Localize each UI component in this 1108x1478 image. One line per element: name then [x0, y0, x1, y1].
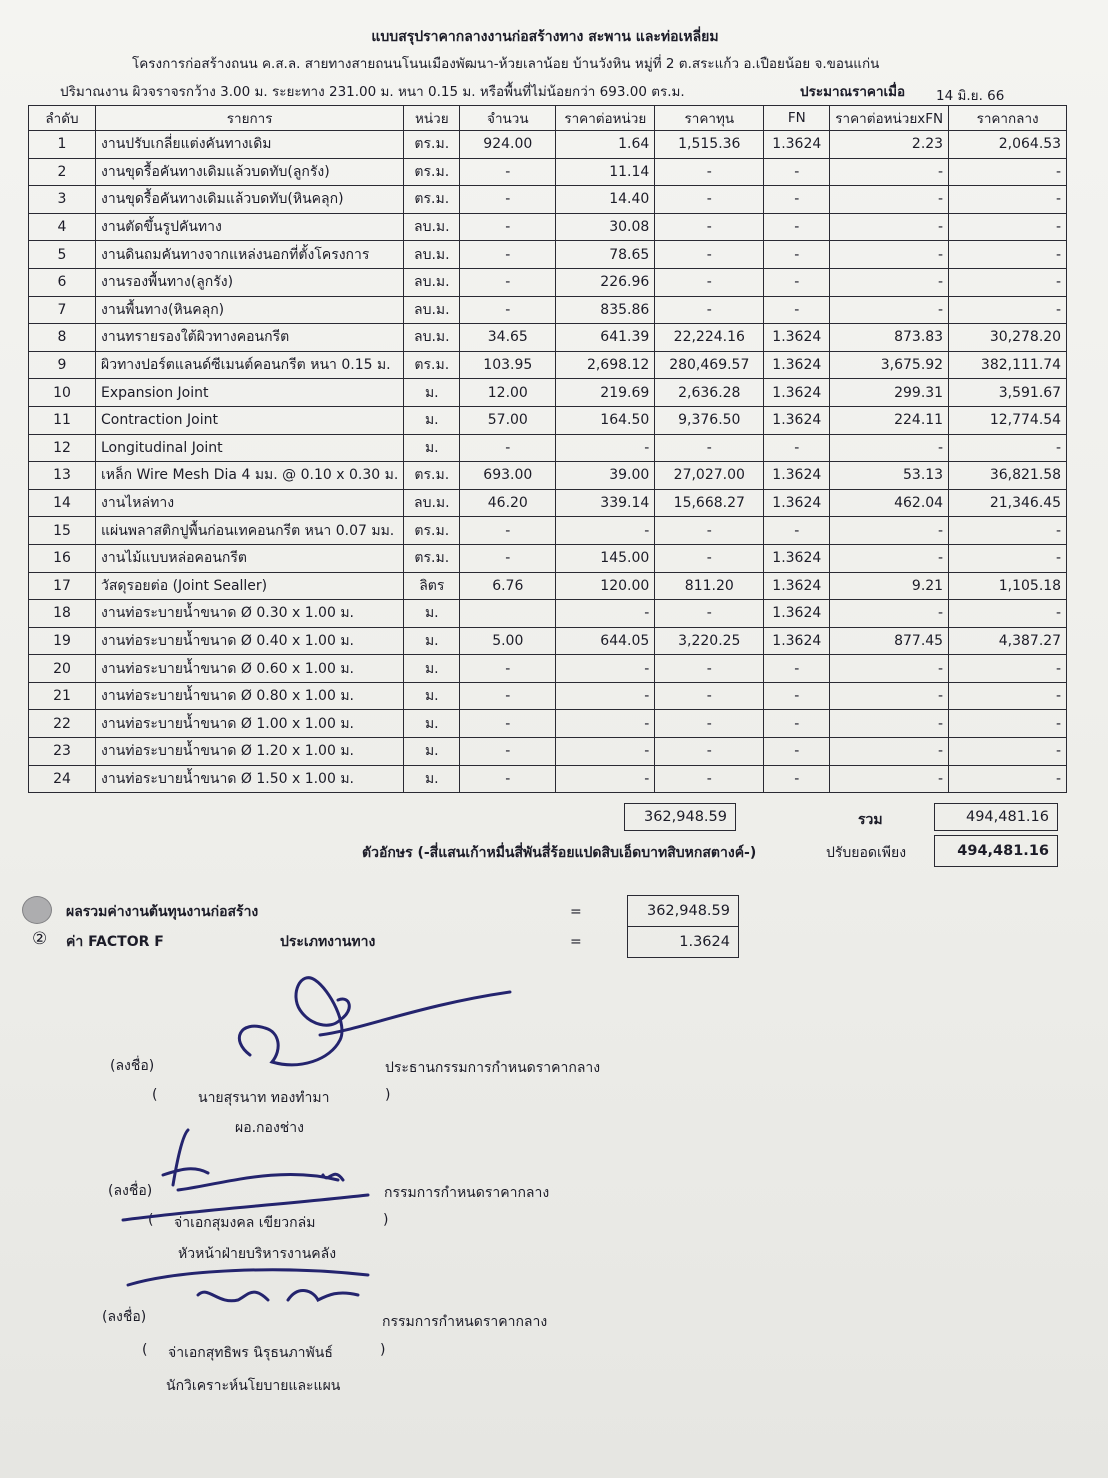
row-item: งานท่อระบายน้ำขนาด Ø 0.80 x 1.00 ม. — [96, 682, 404, 710]
row-mid-price: - — [949, 682, 1067, 710]
quantity-line: ปริมาณงาน ผิวจราจรกว้าง 3.00 ม. ระยะทาง 231.00 ม. หนา 0.15 ม. หรือพื้นที่ไม่น้อยกว่า 693.00 ตร.ม. — [60, 84, 685, 100]
row-mid-price: 3,591.67 — [949, 379, 1067, 407]
row-number: 20 — [29, 655, 96, 683]
sign-name-3: จ่าเอกสุทธิพร นิรุธนภาพันธ์ — [168, 1345, 333, 1361]
table-row — [29, 268, 1067, 296]
row-item: งานท่อระบายน้ำขนาด Ø 0.40 x 1.00 ม. — [96, 627, 404, 655]
row-item: งานท่อระบายน้ำขนาด Ø 0.60 x 1.00 ม. — [96, 655, 404, 683]
summary-line2-type: ประเภทงานทาง — [280, 934, 376, 950]
row-unit-fn: - — [830, 517, 949, 545]
mid-total-box: 494,481.16 — [934, 803, 1058, 831]
row-unit: ลบ.ม. — [404, 296, 460, 324]
table-row — [29, 765, 1067, 793]
project-line: โครงการก่อสร้างถนน ค.ส.ล. สายทางสายถนนโนนเมืองพัฒนา-ห้วยเลาน้อย บ้านวังหิน หมู่ที่ 2 ต.สระแก้ว อ.เปือยน้อย จ.ขอนแก่น — [132, 56, 880, 72]
table-row — [29, 434, 1067, 462]
table-row — [29, 572, 1067, 600]
row-item: งานท่อระบายน้ำขนาด Ø 1.20 x 1.00 ม. — [96, 738, 404, 766]
row-number: 18 — [29, 600, 96, 628]
row-unit: ม. — [404, 379, 460, 407]
row-mid-price: 36,821.58 — [949, 462, 1067, 490]
signature-scribble-3 — [118, 1255, 398, 1335]
row-fn: 1.3624 — [764, 572, 830, 600]
row-unit-price: 835.86 — [556, 296, 655, 324]
row-item: งานปรับเกลี่ยแต่งคันทางเดิม — [96, 131, 404, 159]
table-row — [29, 517, 1067, 545]
row-fn: 1.3624 — [764, 462, 830, 490]
row-cost: 27,027.00 — [655, 462, 764, 490]
row-unit-price: 2,698.12 — [556, 351, 655, 379]
row-unit-fn: - — [830, 434, 949, 462]
row-number: 9 — [29, 351, 96, 379]
row-unit-fn: - — [830, 241, 949, 269]
row-unit-price: - — [556, 655, 655, 683]
row-cost: 2,636.28 — [655, 379, 764, 407]
row-unit-fn: 462.04 — [830, 489, 949, 517]
table-row — [29, 738, 1067, 766]
paren-open-2: ( — [148, 1212, 154, 1228]
row-mid-price: 30,278.20 — [949, 324, 1067, 352]
row-item: Longitudinal Joint — [96, 434, 404, 462]
rounded-total-box: 494,481.16 — [934, 835, 1058, 867]
row-mid-price: - — [949, 517, 1067, 545]
row-item: เหล็ก Wire Mesh Dia 4 มม. @ 0.10 x 0.30 ม. — [96, 462, 404, 490]
table-row — [29, 489, 1067, 517]
row-number: 11 — [29, 406, 96, 434]
row-unit-price: 644.05 — [556, 627, 655, 655]
row-quantity: - — [460, 213, 556, 241]
row-mid-price: - — [949, 600, 1067, 628]
row-mid-price: - — [949, 738, 1067, 766]
row-unit-price: 164.50 — [556, 406, 655, 434]
row-item: งานพื้นทาง(หินคลุก) — [96, 296, 404, 324]
row-quantity: - — [460, 186, 556, 214]
row-fn: - — [764, 655, 830, 683]
row-number: 24 — [29, 765, 96, 793]
row-item: งานท่อระบายน้ำขนาด Ø 1.50 x 1.00 ม. — [96, 765, 404, 793]
row-unit: ม. — [404, 600, 460, 628]
sign-role-3: กรรมการกำหนดราคากลาง — [382, 1314, 548, 1330]
row-quantity: - — [460, 765, 556, 793]
row-unit-fn: - — [830, 710, 949, 738]
row-cost: 9,376.50 — [655, 406, 764, 434]
row-fn: - — [764, 241, 830, 269]
sign-position-2: หัวหน้าฝ่ายบริหารงานคลัง — [178, 1246, 337, 1262]
total-in-words: ตัวอักษร (-สี่แสนเก้าหมื่นสี่พันสี่ร้อยแปดสิบเอ็ดบาทสิบหกสตางค์-) — [362, 845, 757, 861]
row-cost: 22,224.16 — [655, 324, 764, 352]
col-header-item: รายการ — [96, 106, 404, 131]
row-fn: 1.3624 — [764, 351, 830, 379]
row-quantity: 12.00 — [460, 379, 556, 407]
row-number: 16 — [29, 544, 96, 572]
document-title: แบบสรุปราคากลางงานก่อสร้างทาง สะพาน และท่อเหลี่ยม — [371, 29, 719, 45]
row-item: งานดินถมคันทางจากแหล่งนอกที่ตั้งโครงการ — [96, 241, 404, 269]
sign-role-1: ประธานกรรมการกำหนดราคากลาง — [385, 1060, 601, 1076]
row-unit: ม. — [404, 710, 460, 738]
row-unit: ม. — [404, 682, 460, 710]
row-item: Expansion Joint — [96, 379, 404, 407]
row-item: ผิวทางปอร์ตแลนด์ซีเมนต์คอนกรีต หนา 0.15 ม. — [96, 351, 404, 379]
row-unit: ม. — [404, 434, 460, 462]
circle-marker-two: ② — [32, 929, 48, 949]
row-fn: - — [764, 158, 830, 186]
row-unit: ลบ.ม. — [404, 489, 460, 517]
row-number: 4 — [29, 213, 96, 241]
estimate-date-value: 14 มิ.ย. 66 — [936, 88, 1005, 104]
row-item: งานขุดรื้อคันทางเดิมแล้วบดทับ(ลูกรัง) — [96, 158, 404, 186]
row-cost: 811.20 — [655, 572, 764, 600]
row-fn: 1.3624 — [764, 544, 830, 572]
row-unit-price: - — [556, 738, 655, 766]
row-item: แผ่นพลาสติกปูพื้นก่อนเทคอนกรีต หนา 0.07 มม. — [96, 517, 404, 545]
summary-line2-value: 1.3624 — [627, 926, 739, 958]
row-unit-price: 39.00 — [556, 462, 655, 490]
table-row — [29, 296, 1067, 324]
col-header-mid-price: ราคากลาง — [949, 106, 1067, 131]
row-cost: 15,668.27 — [655, 489, 764, 517]
cost-total-box: 362,948.59 — [624, 803, 736, 831]
row-fn: - — [764, 517, 830, 545]
row-mid-price: - — [949, 213, 1067, 241]
row-unit-fn: 2.23 — [830, 131, 949, 159]
row-mid-price: - — [949, 434, 1067, 462]
row-number: 2 — [29, 158, 96, 186]
row-unit-fn: 3,675.92 — [830, 351, 949, 379]
row-fn: 1.3624 — [764, 406, 830, 434]
row-unit-price: 120.00 — [556, 572, 655, 600]
row-mid-price: - — [949, 241, 1067, 269]
row-fn: 1.3624 — [764, 131, 830, 159]
paren-close-3: ) — [380, 1342, 386, 1358]
row-fn: - — [764, 268, 830, 296]
row-unit-price: 14.40 — [556, 186, 655, 214]
row-quantity: 34.65 — [460, 324, 556, 352]
row-quantity: 693.00 — [460, 462, 556, 490]
row-unit-price: 641.39 — [556, 324, 655, 352]
row-quantity: 103.95 — [460, 351, 556, 379]
estimate-date-label: ประมาณราคาเมื่อ — [800, 84, 906, 100]
sign-position-1: ผอ.กองช่าง — [235, 1120, 304, 1136]
row-unit-price: 219.69 — [556, 379, 655, 407]
row-cost: - — [655, 158, 764, 186]
row-cost: - — [655, 241, 764, 269]
summary-line1-label: ผลรวมค่างานต้นทุนงานก่อสร้าง — [66, 904, 259, 920]
row-mid-price: - — [949, 765, 1067, 793]
row-number: 22 — [29, 710, 96, 738]
row-mid-price: - — [949, 296, 1067, 324]
summary-line1-equals: = — [570, 904, 582, 920]
row-mid-price: - — [949, 268, 1067, 296]
row-item: งานทรายรองใต้ผิวทางคอนกรีต — [96, 324, 404, 352]
row-unit-fn: 9.21 — [830, 572, 949, 600]
row-fn: 1.3624 — [764, 600, 830, 628]
row-fn: 1.3624 — [764, 379, 830, 407]
row-unit: ตร.ม. — [404, 544, 460, 572]
row-unit-fn: - — [830, 213, 949, 241]
row-unit-price: 145.00 — [556, 544, 655, 572]
row-quantity: 5.00 — [460, 627, 556, 655]
table-row — [29, 131, 1067, 159]
row-unit-price: 30.08 — [556, 213, 655, 241]
row-unit-price: 339.14 — [556, 489, 655, 517]
row-cost: - — [655, 213, 764, 241]
row-quantity: - — [460, 710, 556, 738]
table-row — [29, 158, 1067, 186]
row-number: 1 — [29, 131, 96, 159]
row-item: งานรองพื้นทาง(ลูกรัง) — [96, 268, 404, 296]
row-unit-price: 1.64 — [556, 131, 655, 159]
row-unit: ลิตร — [404, 572, 460, 600]
row-unit: ลบ.ม. — [404, 268, 460, 296]
row-cost: - — [655, 544, 764, 572]
row-mid-price: 2,064.53 — [949, 131, 1067, 159]
row-unit-fn: - — [830, 765, 949, 793]
row-quantity: - — [460, 655, 556, 683]
row-item: งานท่อระบายน้ำขนาด Ø 0.30 x 1.00 ม. — [96, 600, 404, 628]
row-unit-price: - — [556, 765, 655, 793]
row-cost: - — [655, 186, 764, 214]
paren-open-1: ( — [152, 1087, 158, 1103]
row-cost: 1,515.36 — [655, 131, 764, 159]
row-unit-fn: - — [830, 655, 949, 683]
row-mid-price: - — [949, 186, 1067, 214]
row-unit: ลบ.ม. — [404, 241, 460, 269]
row-mid-price: - — [949, 544, 1067, 572]
row-cost: - — [655, 682, 764, 710]
row-cost: - — [655, 296, 764, 324]
row-unit: ม. — [404, 765, 460, 793]
table-row — [29, 406, 1067, 434]
row-number: 15 — [29, 517, 96, 545]
row-unit-fn: - — [830, 296, 949, 324]
row-number: 21 — [29, 682, 96, 710]
circle-marker-one — [22, 896, 52, 924]
table-row — [29, 600, 1067, 628]
row-quantity: 6.76 — [460, 572, 556, 600]
row-number: 8 — [29, 324, 96, 352]
row-number: 13 — [29, 462, 96, 490]
sign-label-2: (ลงชื่อ) — [108, 1183, 153, 1199]
paren-close-2: ) — [383, 1212, 389, 1228]
row-unit: ตร.ม. — [404, 158, 460, 186]
row-item: งานขุดรื้อคันทางเดิมแล้วบดทับ(หินคลุก) — [96, 186, 404, 214]
row-number: 7 — [29, 296, 96, 324]
row-unit: ลบ.ม. — [404, 324, 460, 352]
row-mid-price: 21,346.45 — [949, 489, 1067, 517]
paren-close-1: ) — [385, 1087, 391, 1103]
col-header-unit: หน่วย — [404, 106, 460, 131]
row-number: 3 — [29, 186, 96, 214]
table-row — [29, 544, 1067, 572]
row-number: 14 — [29, 489, 96, 517]
row-number: 12 — [29, 434, 96, 462]
table-row — [29, 213, 1067, 241]
table-row — [29, 324, 1067, 352]
row-unit-price: - — [556, 710, 655, 738]
row-unit-fn: - — [830, 158, 949, 186]
row-number: 5 — [29, 241, 96, 269]
row-mid-price: - — [949, 158, 1067, 186]
row-mid-price: 4,387.27 — [949, 627, 1067, 655]
table-header-row — [29, 106, 1067, 131]
row-unit-fn: - — [830, 600, 949, 628]
row-cost: 280,469.57 — [655, 351, 764, 379]
row-quantity: - — [460, 682, 556, 710]
row-quantity: 46.20 — [460, 489, 556, 517]
row-cost: 3,220.25 — [655, 627, 764, 655]
row-unit-price: - — [556, 517, 655, 545]
table-row — [29, 462, 1067, 490]
row-unit-price: - — [556, 600, 655, 628]
rounded-label: ปรับยอดเพียง — [826, 845, 907, 861]
row-unit: ตร.ม. — [404, 131, 460, 159]
summary-line2-equals: = — [570, 934, 582, 950]
table-row — [29, 710, 1067, 738]
row-unit-fn: - — [830, 682, 949, 710]
row-unit: ตร.ม. — [404, 186, 460, 214]
row-unit: ม. — [404, 738, 460, 766]
row-cost: - — [655, 434, 764, 462]
row-unit-price: 78.65 — [556, 241, 655, 269]
row-unit-fn: 877.45 — [830, 627, 949, 655]
sign-name-1: นายสุรนาท ทองทำมา — [198, 1090, 330, 1106]
col-header-cost: ราคาทุน — [655, 106, 764, 131]
row-fn: - — [764, 682, 830, 710]
row-unit-fn: 299.31 — [830, 379, 949, 407]
row-fn: - — [764, 710, 830, 738]
col-header-unit-fn: ราคาต่อหน่วยxFN — [830, 106, 949, 131]
row-quantity: - — [460, 241, 556, 269]
row-cost: - — [655, 600, 764, 628]
row-number: 19 — [29, 627, 96, 655]
row-unit-price: 11.14 — [556, 158, 655, 186]
row-quantity: - — [460, 158, 556, 186]
row-quantity: - — [460, 517, 556, 545]
row-item: งานท่อระบายน้ำขนาด Ø 1.00 x 1.00 ม. — [96, 710, 404, 738]
row-mid-price: - — [949, 710, 1067, 738]
sign-name-2: จ่าเอกสุมงคล เขียวกล่ม — [174, 1215, 316, 1231]
row-item: งานไหล่ทาง — [96, 489, 404, 517]
row-quantity: - — [460, 296, 556, 324]
table-row — [29, 379, 1067, 407]
row-unit-fn: - — [830, 268, 949, 296]
row-fn: - — [764, 213, 830, 241]
table-row — [29, 655, 1067, 683]
row-cost: - — [655, 268, 764, 296]
row-unit: ลบ.ม. — [404, 213, 460, 241]
row-number: 17 — [29, 572, 96, 600]
row-mid-price: - — [949, 655, 1067, 683]
row-unit: ตร.ม. — [404, 462, 460, 490]
row-item: งานตัดขึ้นรูปคันทาง — [96, 213, 404, 241]
row-unit: ม. — [404, 655, 460, 683]
row-mid-price: 12,774.54 — [949, 406, 1067, 434]
row-unit-price: 226.96 — [556, 268, 655, 296]
table-row — [29, 682, 1067, 710]
row-fn: 1.3624 — [764, 489, 830, 517]
sign-role-2: กรรมการกำหนดราคากลาง — [384, 1185, 550, 1201]
row-unit-price: - — [556, 434, 655, 462]
row-quantity: - — [460, 434, 556, 462]
row-unit-fn: 873.83 — [830, 324, 949, 352]
row-quantity: - — [460, 268, 556, 296]
table-row — [29, 241, 1067, 269]
row-fn: - — [764, 434, 830, 462]
row-unit: ตร.ม. — [404, 517, 460, 545]
row-fn: 1.3624 — [764, 627, 830, 655]
row-number: 6 — [29, 268, 96, 296]
row-number: 23 — [29, 738, 96, 766]
row-mid-price: 1,105.18 — [949, 572, 1067, 600]
table-row — [29, 627, 1067, 655]
sign-label-1: (ลงชื่อ) — [110, 1058, 155, 1074]
row-quantity: 57.00 — [460, 406, 556, 434]
row-fn: - — [764, 738, 830, 766]
row-unit: ตร.ม. — [404, 351, 460, 379]
row-fn: - — [764, 186, 830, 214]
sign-label-3: (ลงชื่อ) — [102, 1309, 147, 1325]
row-quantity — [460, 600, 556, 628]
row-quantity: - — [460, 544, 556, 572]
row-mid-price: 382,111.74 — [949, 351, 1067, 379]
paren-open-3: ( — [142, 1342, 148, 1358]
col-header-qty: จำนวน — [460, 106, 556, 131]
row-unit-price: - — [556, 682, 655, 710]
row-cost: - — [655, 517, 764, 545]
row-cost: - — [655, 655, 764, 683]
sum-label: รวม — [858, 812, 883, 828]
row-unit-fn: 224.11 — [830, 406, 949, 434]
row-item: วัสดุรอยต่อ (Joint Sealler) — [96, 572, 404, 600]
col-header-no: ลำดับ — [29, 106, 96, 131]
row-item: งานไม้แบบหล่อคอนกรีต — [96, 544, 404, 572]
col-header-unit-price: ราคาต่อหน่วย — [556, 106, 655, 131]
row-unit-fn: - — [830, 544, 949, 572]
summary-line1-value: 362,948.59 — [627, 895, 739, 927]
row-fn: - — [764, 765, 830, 793]
price-table — [28, 105, 1067, 793]
row-unit-fn: 53.13 — [830, 462, 949, 490]
summary-line2-label: ค่า FACTOR F — [66, 934, 164, 950]
row-fn: 1.3624 — [764, 324, 830, 352]
row-unit-fn: - — [830, 186, 949, 214]
row-cost: - — [655, 765, 764, 793]
row-unit: ม. — [404, 627, 460, 655]
row-cost: - — [655, 738, 764, 766]
row-quantity: - — [460, 738, 556, 766]
col-header-fn: FN — [764, 106, 830, 131]
row-cost: - — [655, 710, 764, 738]
row-number: 10 — [29, 379, 96, 407]
table-row — [29, 351, 1067, 379]
row-item: Contraction Joint — [96, 406, 404, 434]
row-fn: - — [764, 296, 830, 324]
row-unit: ม. — [404, 406, 460, 434]
table-row — [29, 186, 1067, 214]
row-quantity: 924.00 — [460, 131, 556, 159]
sign-position-3: นักวิเคราะห์นโยบายและแผน — [166, 1378, 341, 1394]
row-unit-fn: - — [830, 738, 949, 766]
